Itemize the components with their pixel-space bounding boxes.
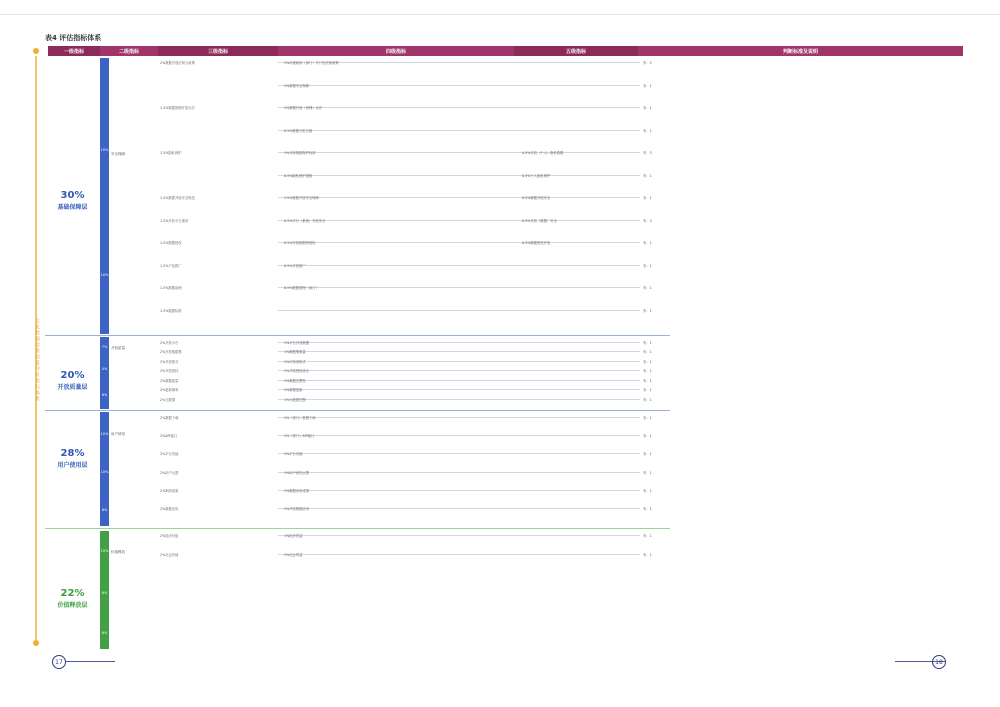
indicator-cell: 2%平台功能 xyxy=(160,452,179,457)
indicator-cell: 1.5%隐私保护 xyxy=(160,151,182,155)
indicator-cell: 1.5%数据管理开放办法 xyxy=(160,106,195,110)
criteria-cell: 有：1 xyxy=(643,359,652,364)
indicator-cell: 0.5%平台（系统）开放安全 xyxy=(284,218,326,223)
row-connector xyxy=(278,107,640,108)
indicator-cell: 2%数据应用 xyxy=(160,506,179,511)
criteria-cell: 有：1 xyxy=(643,83,652,88)
criteria-cell: 有：1 xyxy=(643,434,652,439)
indicator-cell: 1%（部门）数据下载 xyxy=(284,416,316,420)
criteria-cell: 有：1 xyxy=(643,506,652,511)
level1-item xyxy=(45,438,100,478)
row-connector xyxy=(278,490,640,491)
criteria-cell: 有：1 xyxy=(643,106,652,110)
caption-dot-icon xyxy=(33,48,39,54)
level2-pct: 6% xyxy=(101,631,108,635)
indicator-cell: 2%用户反馈 xyxy=(160,470,179,475)
section-divider xyxy=(45,335,670,336)
row-connector xyxy=(278,310,640,311)
section-divider xyxy=(45,528,670,529)
table-row xyxy=(160,387,960,391)
level1-name: 基础保障层 xyxy=(57,203,88,211)
indicator-cell: 1%社会效益 xyxy=(284,553,303,558)
row-connector xyxy=(278,472,640,473)
criteria-cell: 有：1 xyxy=(643,369,652,374)
criteria-cell: 有：1 xyxy=(643,416,652,420)
indicator-cell: 2%数据开放法规与政策 xyxy=(160,61,195,65)
criteria-cell: 有：1 xyxy=(643,350,652,355)
indicator-cell: 1.5%产品推广 xyxy=(160,263,182,268)
table-row xyxy=(160,397,960,401)
level2-pct: 4% xyxy=(101,367,108,371)
criteria-cell: 有：1 xyxy=(643,286,652,290)
indicator-cell: 1.5%数据授权 xyxy=(160,241,182,245)
indicator-cell: 1%开放数据保护标准 xyxy=(284,151,316,155)
criteria-cell: 有：1 xyxy=(643,308,652,313)
level1-item xyxy=(45,578,100,618)
level2-pct: 10% xyxy=(100,273,109,277)
row-connector xyxy=(278,399,640,400)
table-row xyxy=(160,218,960,222)
section-divider xyxy=(45,410,670,411)
indicator-cell: 1%数据开放（管理）办法 xyxy=(284,106,323,110)
indicator-cell: 2%经济价值 xyxy=(160,534,179,538)
row-connector xyxy=(278,535,640,536)
row-connector xyxy=(278,152,640,153)
table-row xyxy=(160,451,960,455)
level2-pct: 7% xyxy=(101,345,108,349)
row-connector xyxy=(278,85,640,86)
level2-label: 安全保障 xyxy=(111,152,125,156)
indicator-cell: 1%开放数据应用 xyxy=(284,506,310,511)
header-level1: 一级指标 xyxy=(48,46,100,56)
indicator-cell: 1%数据安全保障 xyxy=(284,83,310,88)
table-row xyxy=(160,263,960,267)
row-connector xyxy=(278,265,640,266)
row-connector xyxy=(278,508,640,509)
row-connector xyxy=(278,287,640,288)
indicator-cell: 2%开放授权 xyxy=(160,369,179,374)
row-connector xyxy=(278,380,640,381)
indicator-cell: 0.5%数据开放安全 xyxy=(522,196,551,200)
side-caption-text: 文化数据要素质量评价指标体系 xyxy=(34,318,40,402)
level2-pct: 6% xyxy=(101,393,108,397)
indicator-cell: 1%平台功能 xyxy=(284,452,303,457)
indicator-cell: 1%数据集数量 xyxy=(284,350,306,355)
criteria-cell: 有：1 xyxy=(643,534,652,538)
level2-pct: 10% xyxy=(100,148,109,152)
indicator-cell: 0.5%开放数据库授权 xyxy=(284,241,316,245)
row-connector xyxy=(278,220,640,221)
table-row xyxy=(160,308,960,312)
table-row xyxy=(160,552,960,556)
row-connector xyxy=(278,175,640,176)
indicator-cell: 0.5%数据管理（部门） xyxy=(284,286,319,290)
level1-pct: 20% xyxy=(60,369,85,381)
table-row xyxy=(160,60,960,64)
criteria-cell: 有：1 xyxy=(643,488,652,493)
indicator-cell: 0.5%开放推广 xyxy=(284,263,306,268)
indicator-cell: 1.5%开放平台建设 xyxy=(160,218,189,223)
indicator-cell: 0.5%数据授权开放 xyxy=(522,241,551,245)
level2-bar xyxy=(100,531,109,649)
header-level2: 二级指标 xyxy=(100,46,158,56)
indicator-cell: 0.5%隐私保护措施 xyxy=(284,173,313,178)
criteria-cell: 有：1 xyxy=(643,378,652,383)
indicator-cell: 1%数据应用成果 xyxy=(284,488,310,493)
criteria-cell: 有：1 xyxy=(643,196,652,200)
level2-label: 用户使用 xyxy=(111,432,125,436)
level1-pct: 28% xyxy=(60,447,85,459)
indicator-cell: 2%开放数据集 xyxy=(160,350,182,355)
level1-name: 价值释放层 xyxy=(57,601,88,609)
footer-flourish-left xyxy=(65,661,115,662)
indicator-cell: 1%经济效益 xyxy=(284,534,303,538)
indicator-cell: 1%可机读格式 xyxy=(284,359,306,364)
indicator-cell: 2%数据下载 xyxy=(160,416,179,420)
table-row xyxy=(160,150,960,154)
table-row xyxy=(160,83,960,87)
row-connector xyxy=(278,242,640,243)
side-caption xyxy=(30,48,44,648)
table-row xyxy=(160,285,960,289)
criteria-cell: 有：5 xyxy=(643,61,652,65)
indicator-cell: 2%API接口 xyxy=(160,434,178,439)
header-level5: 五级指标 xyxy=(514,46,638,56)
table-row xyxy=(160,470,960,474)
table-title: 表4 评估指标体系 xyxy=(45,34,102,42)
level2-pct: 10% xyxy=(100,470,109,474)
row-connector xyxy=(278,417,640,418)
criteria-cell: 有：5 xyxy=(643,151,652,155)
table-row xyxy=(160,359,960,363)
header-criteria: 判断标准及说明 xyxy=(638,46,963,56)
table-row xyxy=(160,488,960,492)
table-row xyxy=(160,368,960,372)
criteria-cell: 有：1 xyxy=(643,263,652,268)
criteria-cell: 有：1 xyxy=(643,128,652,133)
row-connector xyxy=(278,361,640,362)
indicator-cell: 0.5%开放（个人）隐私数据 xyxy=(522,151,564,155)
indicator-cell: 2%数据质量 xyxy=(160,378,179,383)
indicator-cell: 1.5%数据开放安全规范 xyxy=(160,196,195,200)
top-rule xyxy=(0,14,1000,15)
row-connector xyxy=(278,342,640,343)
indicator-cell: 1%数据完整性 xyxy=(284,378,306,383)
level2-bar xyxy=(100,58,109,334)
indicator-cell: 1%市级政府（部门）专门性法规政策 xyxy=(284,61,339,65)
table-row xyxy=(160,378,960,382)
indicator-cell: 1%平台开放数据 xyxy=(284,341,310,345)
indicator-cell: 2%利用成果 xyxy=(160,488,179,493)
indicator-cell: 2%社会价值 xyxy=(160,553,179,558)
level2-label: 价值释放 xyxy=(111,550,125,554)
indicator-cell: 0.5%数据分类分级 xyxy=(284,128,313,133)
criteria-cell: 有：1 xyxy=(643,452,652,457)
level2-pct: 10% xyxy=(100,432,109,436)
row-connector xyxy=(278,130,640,131)
table-row xyxy=(160,105,960,109)
table-row xyxy=(160,506,960,510)
level1-name: 用户使用层 xyxy=(57,461,88,469)
table-row xyxy=(160,349,960,353)
table-row xyxy=(160,533,960,537)
page-number-left: 17 xyxy=(52,655,66,669)
criteria-cell: 有：1 xyxy=(643,241,652,245)
table-row xyxy=(160,128,960,132)
table-row xyxy=(160,240,960,244)
criteria-cell: 有：1 xyxy=(643,341,652,345)
header-level4: 四级指标 xyxy=(278,46,514,56)
indicator-cell: 1.5%数据治理 xyxy=(160,286,182,290)
table-row xyxy=(160,195,960,199)
indicator-cell: 1%元数据完整 xyxy=(284,397,306,402)
level1-pct: 22% xyxy=(60,587,85,599)
indicator-cell: 1%用户意见反馈 xyxy=(284,470,310,475)
indicator-cell: 2%更新频率 xyxy=(160,388,179,393)
table-row xyxy=(160,173,960,177)
level2-bar xyxy=(100,337,109,409)
criteria-cell: 有：1 xyxy=(643,388,652,393)
criteria-cell: 有：1 xyxy=(643,173,652,178)
level2-pct: 10% xyxy=(100,549,109,553)
indicator-cell: 2%开放格式 xyxy=(160,359,179,364)
indicator-cell: 2%开放平台 xyxy=(160,341,179,345)
indicator-cell: 1.5%数据开放安全保障 xyxy=(284,196,319,200)
indicator-cell: 1%数据更新 xyxy=(284,388,303,393)
indicator-cell: 2%元数据 xyxy=(160,397,176,402)
level1-item xyxy=(45,360,100,400)
row-connector xyxy=(278,197,640,198)
criteria-cell: 有：1 xyxy=(643,397,652,402)
indicator-cell: 0.5%个人隐私保护 xyxy=(522,173,551,178)
table-row xyxy=(160,415,960,419)
level2-pct: 6% xyxy=(101,591,108,595)
table-row xyxy=(160,340,960,344)
criteria-cell: 有：3 xyxy=(643,218,652,223)
caption-dot-icon xyxy=(33,640,39,646)
criteria-cell: 有：1 xyxy=(643,553,652,558)
indicator-cell: 1%开放授权协议 xyxy=(284,369,310,374)
level1-name: 开放质量层 xyxy=(57,383,88,391)
level2-pct: 8% xyxy=(101,508,108,512)
criteria-cell: 有：1 xyxy=(643,470,652,475)
header-level3: 三级指标 xyxy=(158,46,278,56)
level2-label: 开放质量 xyxy=(111,346,125,350)
table-row xyxy=(160,433,960,437)
level1-pct: 30% xyxy=(60,189,85,201)
indicator-cell: 0.5%开放（数据）安全 xyxy=(522,218,557,223)
level1-item xyxy=(45,180,100,220)
indicator-cell: 1%（部门）API接口 xyxy=(284,434,315,439)
indicator-cell: 1.5%数据标准 xyxy=(160,308,182,313)
level2-bar xyxy=(100,412,109,526)
page-number-right: 18 xyxy=(932,655,946,669)
